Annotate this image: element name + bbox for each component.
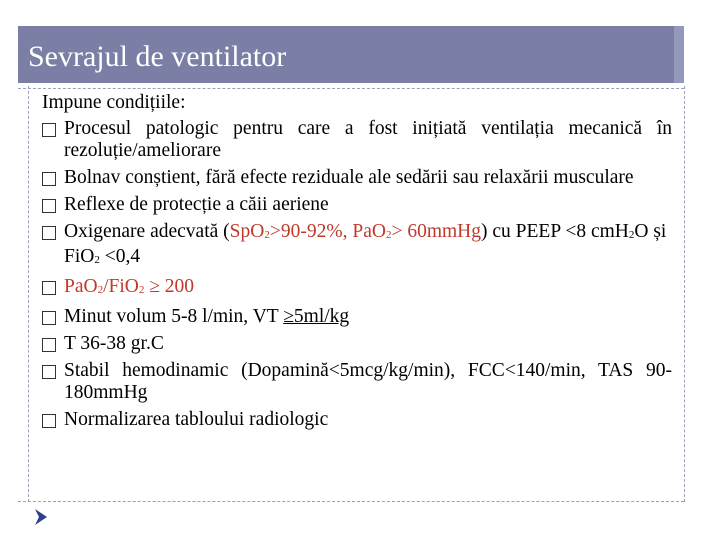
list-item-pao2-fio2: PaO$_2$/FiO$_2$ ≥ 200 [42, 276, 672, 301]
list-item-oxygenation: Oxigenare adecvată (SpO$_2$>90-92%, PaO$_2$> 60mmHg) cu PEEP <8 cmH$_2$O și FiO$_2$ <0,4 [42, 221, 672, 271]
slide-title: Sevrajul de ventilator [28, 40, 287, 73]
checkbox-bullet-icon [42, 414, 56, 428]
checkbox-bullet-icon [42, 199, 56, 213]
bottom-divider [18, 501, 684, 502]
checkbox-bullet-icon [42, 123, 56, 137]
next-arrow-icon[interactable] [33, 507, 49, 527]
left-frame-line [28, 86, 29, 502]
title-bar-stripe [674, 26, 684, 83]
top-divider [18, 88, 684, 89]
checkbox-bullet-icon [42, 281, 56, 295]
checkbox-bullet-icon [42, 311, 56, 325]
list-item: Procesul patologic pentru care a fost inițiată ventilația mecanică în rezoluție/ameliorare [42, 118, 672, 162]
checkbox-bullet-icon [42, 365, 56, 379]
list-item-minute-volume: Minut volum 5-8 l/min, VT ≥5ml/kg [42, 306, 672, 328]
list-item: Reflexe de protecție a căii aeriene [42, 194, 672, 216]
checkbox-bullet-icon [42, 338, 56, 352]
title-bar [18, 26, 684, 83]
checkbox-bullet-icon [42, 172, 56, 186]
list-item: T 36-38 gr.C [42, 333, 672, 355]
list-item: Bolnav conștient, fără efecte reziduale ale sedării sau relaxării musculare [42, 167, 672, 189]
right-frame-line [684, 86, 685, 502]
intro-text: Impune condițiile: [42, 92, 186, 113]
slide-body [42, 92, 672, 436]
checkbox-bullet-icon [42, 226, 56, 240]
list-item: Normalizarea tabloului radiologic [42, 409, 672, 431]
list-item: Stabil hemodinamic (Dopamină<5mcg/kg/min), FCC<140/min, TAS 90-180mmHg [42, 360, 672, 404]
